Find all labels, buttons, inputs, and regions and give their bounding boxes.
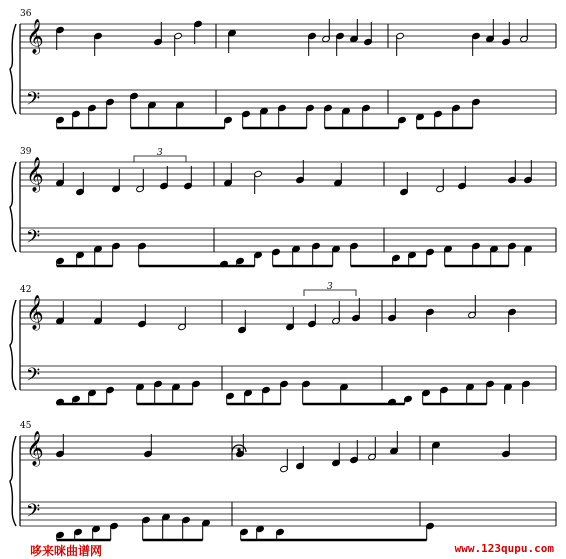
grand-staff-system	[10, 421, 556, 540]
triplet-number: 3	[327, 282, 333, 292]
treble-clef: 𝄞	[26, 431, 44, 466]
treble-clef: 𝄞	[26, 19, 44, 54]
triplet-number: 3	[157, 148, 163, 158]
measure-number: 39	[20, 147, 32, 157]
measure-number: 36	[20, 9, 32, 19]
grand-staff-system	[10, 147, 556, 268]
fermata-dot	[238, 449, 240, 451]
grand-staff-system	[10, 9, 556, 128]
brace	[10, 24, 16, 114]
bass-clef: 𝄢	[26, 365, 41, 390]
grand-staff-system	[10, 282, 556, 406]
measure-number: 42	[20, 285, 32, 295]
treble-clef: 𝄞	[26, 295, 44, 330]
brace	[10, 436, 16, 526]
measure-number: 45	[20, 421, 32, 431]
site-url-watermark: www.123qupu.com	[454, 542, 554, 555]
brace	[10, 300, 16, 390]
treble-clef: 𝄞	[26, 157, 44, 192]
brace	[10, 162, 16, 252]
site-name-watermark: 哆来咪曲谱网	[30, 544, 103, 558]
bass-clef: 𝄢	[26, 89, 41, 114]
bass-clef: 𝄢	[26, 227, 41, 252]
bass-clef: 𝄢	[26, 501, 41, 526]
